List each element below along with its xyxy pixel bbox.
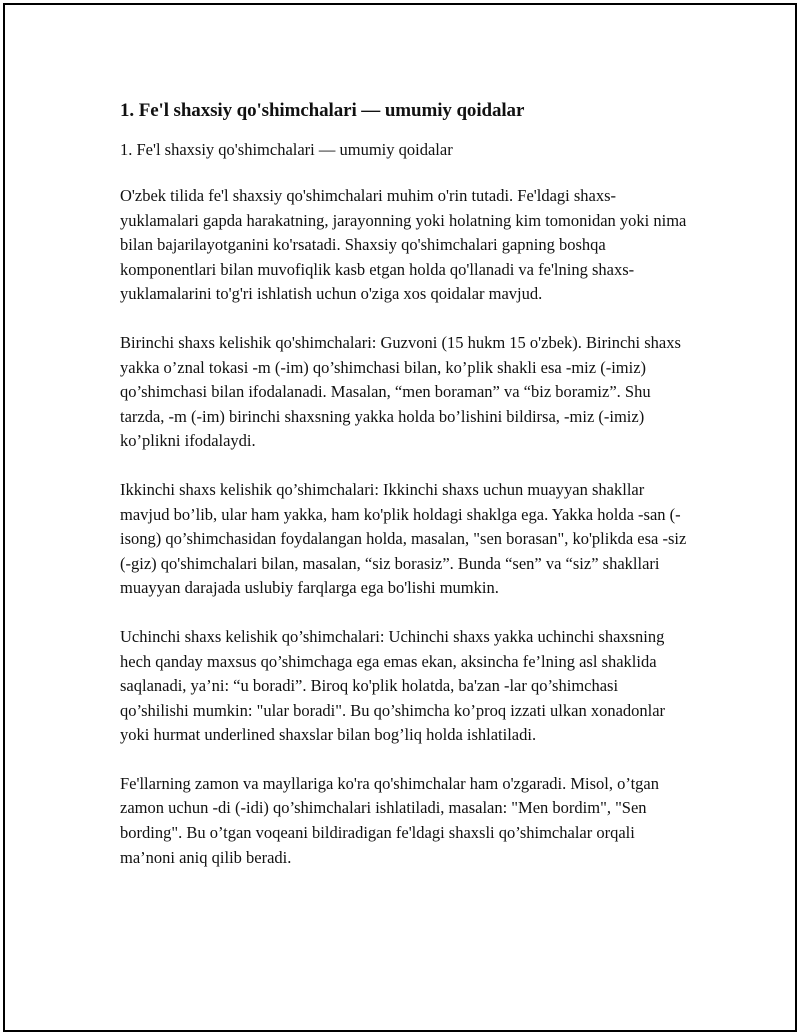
paragraph-tense: Fe'llarning zamon va mayllariga ko'ra qo'shimchalar ham o'zgaradi. Misol, o’tgan zamon uchun -di (-idi) qo’shimchalari ishlatiladi, masalan: "Men bordim", "Sen bording". Bu o’tgan voqeani bildiradigan fe'ldagi shaxsli qo’shimchalar orqali ma’noni aniq qilib beradi. [120, 773, 659, 867]
paragraph-first-person: Birinchi shaxs kelishik qo'shimchalari: Guzvoni (15 hukm 15 o'zbek). Birinchi shaxs yakka o’znal tokasi -m (-im) qo’shimchasi bilan, ko’plik shakli esa -miz (-imiz) qo’shimchasi bilan ifodalanadi. Masalan, “men boraman” va “biz boramiz”. Shu tarzda, -m (-im) birinchi shaxsning yakka holda bo’lishini bildirsa, -miz (-imiz) ko’plikni ifodalaydi. [120, 332, 681, 451]
document-body [120, 98, 690, 894]
paragraph-second-person: Ikkinchi shaxs kelishik qo’shimchalari: Ikkinchi shaxs uchun muayyan shakllar mavjud bo’lib, ular ham yakka, ham ko'plik holdagi shaklga ega. Yakka holda -san (-isong) qo’shimchasidan foydalangan holda, masalan, "sen borasan", ko'plikda esa -siz (-giz) qo'shimchalari bilan, masalan, “siz borasiz”. Bunda “sen” va “siz” shakllari muayyan darajada uslubiy farqlarga ega bo'lishi mumkin. [120, 479, 687, 598]
paragraph-intro: O'zbek tilida fe'l shaxsiy qo'shimchalari muhim o'rin tutadi. Fe'ldagi shaxs-yuklamalari gapda harakatning, jarayonning yoki holatning kim tomonidan yoki nima bilan bajarilayotganini ko'rsatadi. Shaxsiy qo'shimchalari gapning boshqa komponentlari bilan muvofiqlik kasb etgan holda qo'llanadi va fe'lning shaxs-yuklamalarini to'g'ri ishlatish uchun o'ziga xos qoidalar mavjud. [120, 186, 687, 304]
page-frame [3, 3, 797, 1032]
document-title: 1. Fe'l shaxsiy qo'shimchalari — umumiy qoidalar [120, 100, 525, 121]
document-subtitle: 1. Fe'l shaxsiy qo'shimchalari — umumiy qoidalar [120, 140, 453, 159]
paragraph-third-person: Uchinchi shaxs kelishik qo’shimchalari: Uchinchi shaxs yakka uchinchi shaxsning hech qanday maxsus qo’shimchaga ega emas ekan, aksincha fe’lning asl shaklida saqlanadi, ya’ni: “u boradi”. Biroq ko'plik holatda, ba'zan -lar qo’shimchasi qo’shilishi mumkin: "ular boradi". Bu qo’shimcha ko’proq izzati ulkan xonadonlar yoki hurmat underlined shaxslar bilan bog’liq holda ishlatiladi. [120, 626, 666, 745]
